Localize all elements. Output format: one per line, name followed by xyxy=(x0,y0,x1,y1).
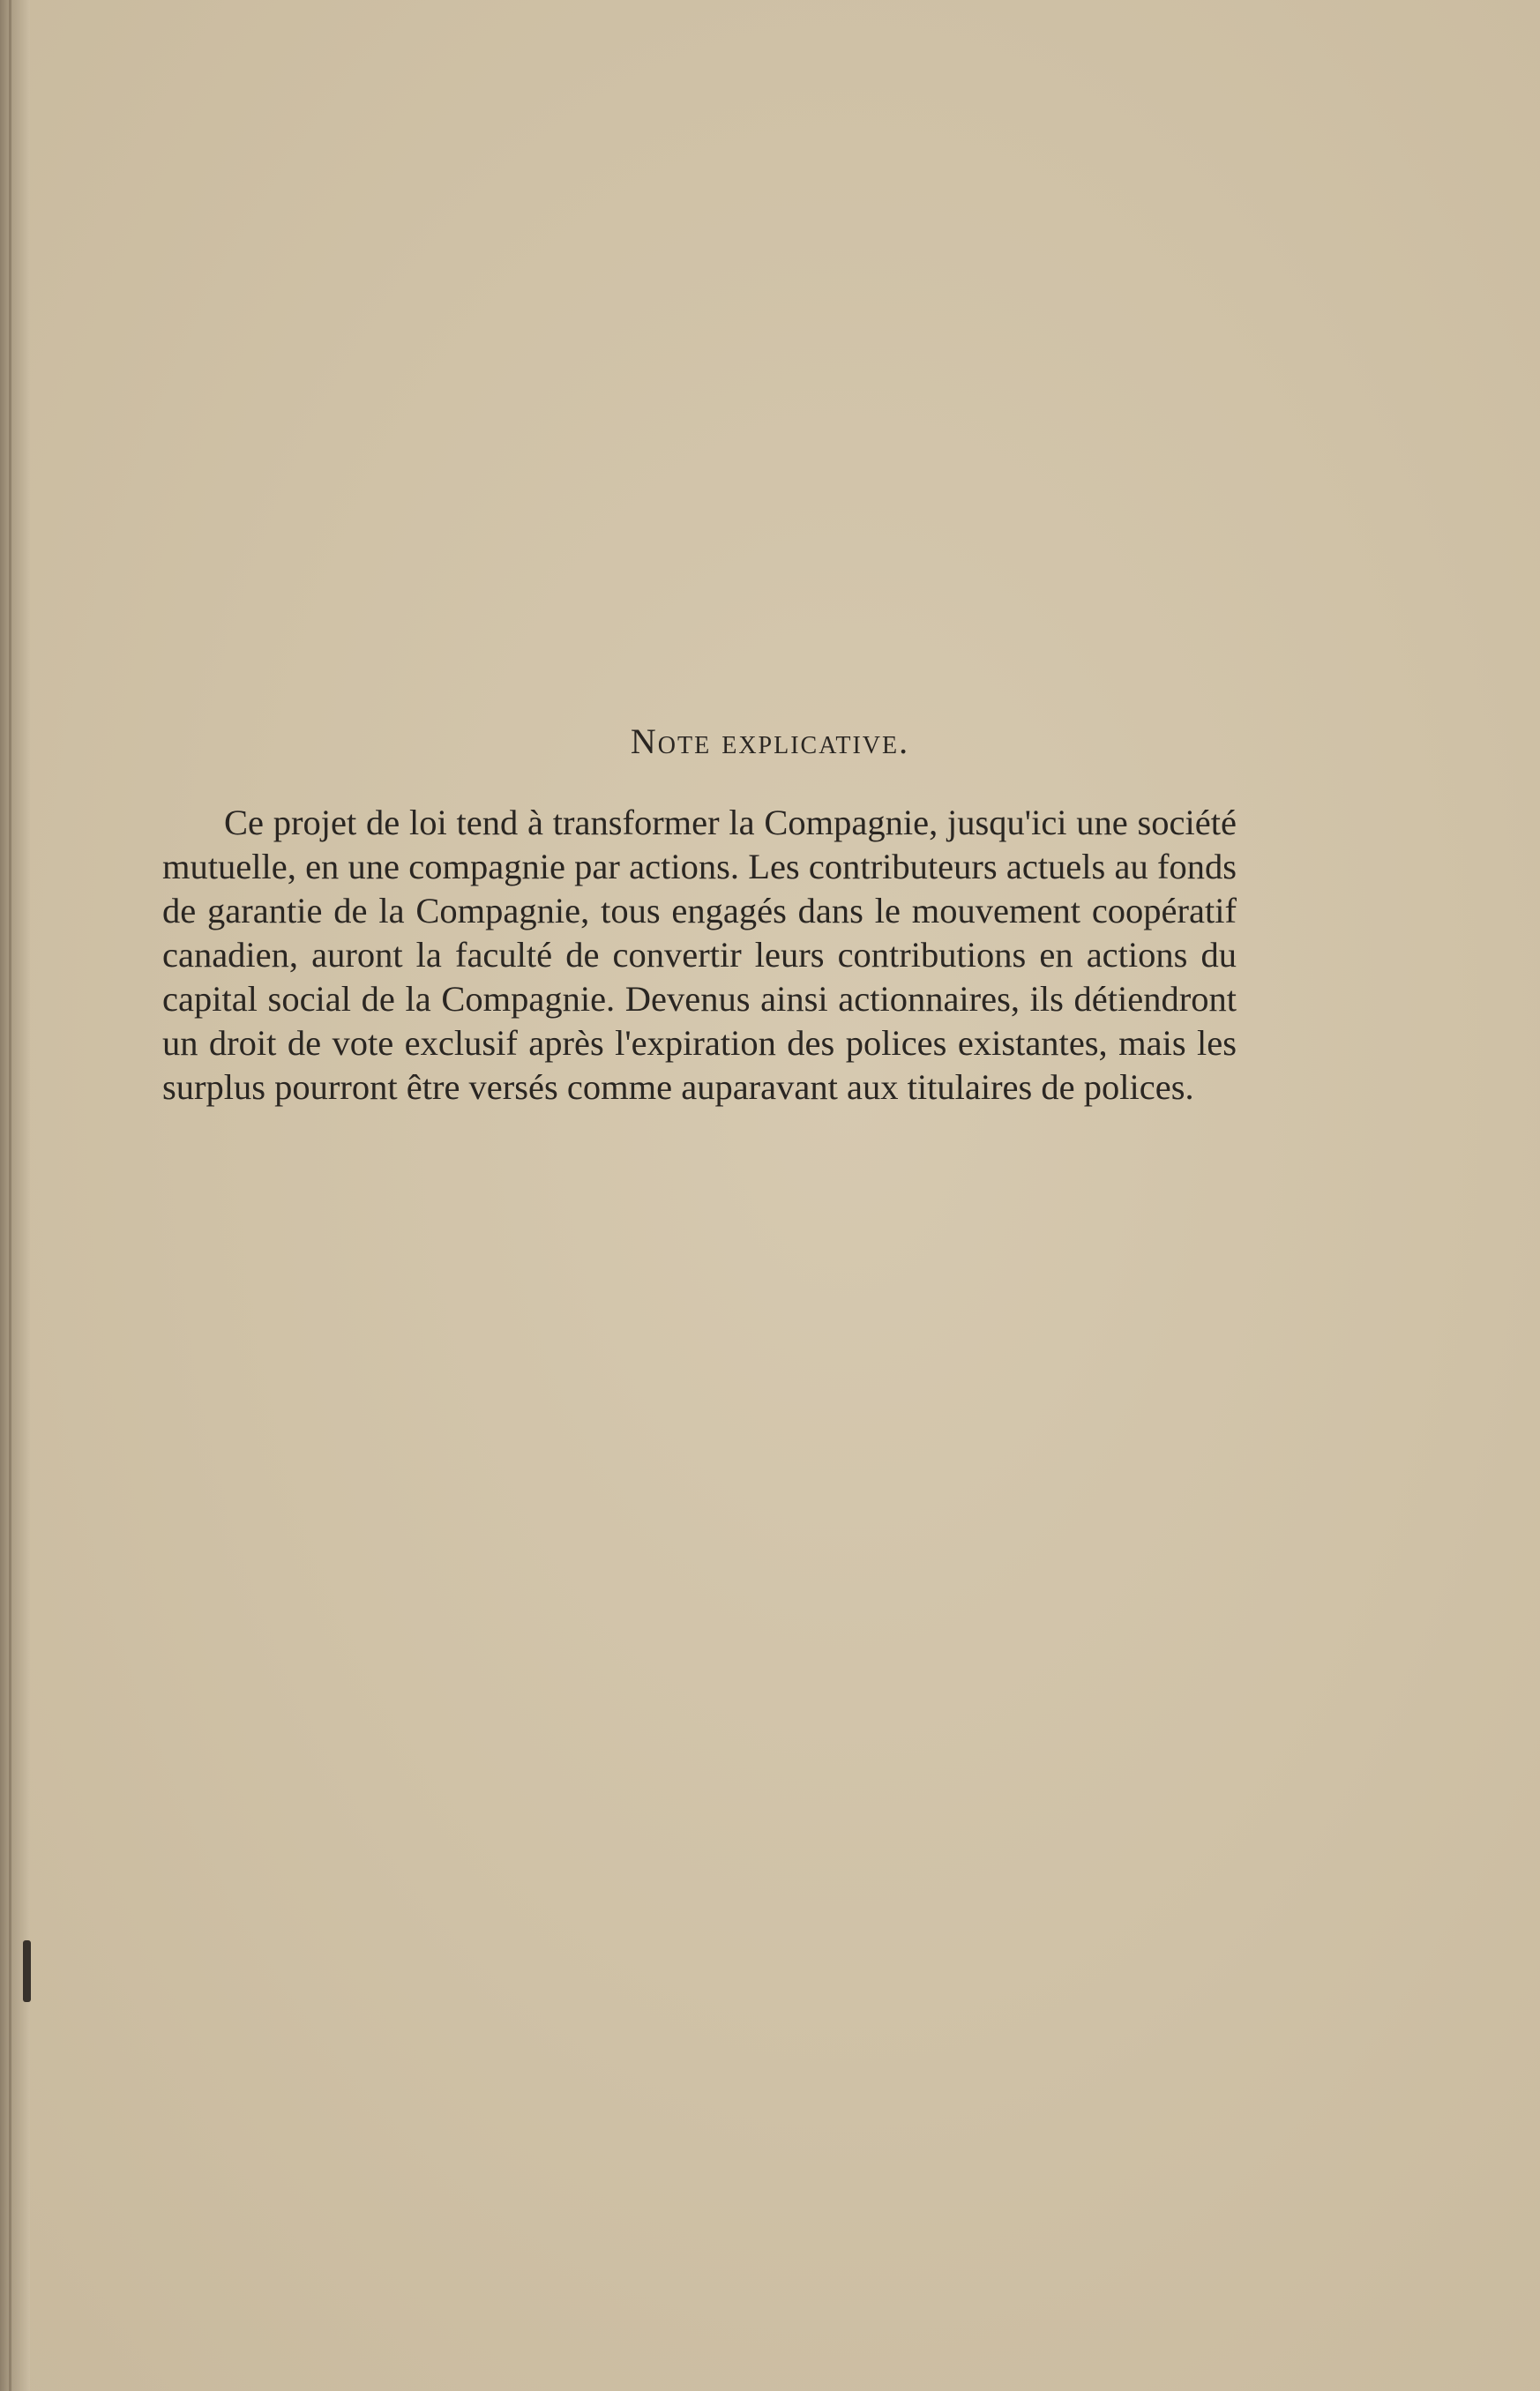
note-paragraph: Ce projet de loi tend à transformer la Compagnie, jusqu'ici une société mutuelle, en une compagnie par actions. Les contributeurs actuels au fonds de garantie de la Compagnie, tous engagés dans le mouvement coopératif canadien, auront la faculté de convertir leurs contributions en actions du capital social de la Compagnie. Devenus ainsi actionnaires, ils détiendront un droit de vote exclusif après l'expiration des polices existantes, mais les surplus pourront être versés comme auparavant aux titulaires de polices. xyxy=(162,803,1237,1107)
spine-edge xyxy=(9,0,11,2391)
note-title: Note explicative. xyxy=(630,721,910,761)
binding-mark xyxy=(23,1940,31,2002)
page-spine xyxy=(0,0,30,2391)
